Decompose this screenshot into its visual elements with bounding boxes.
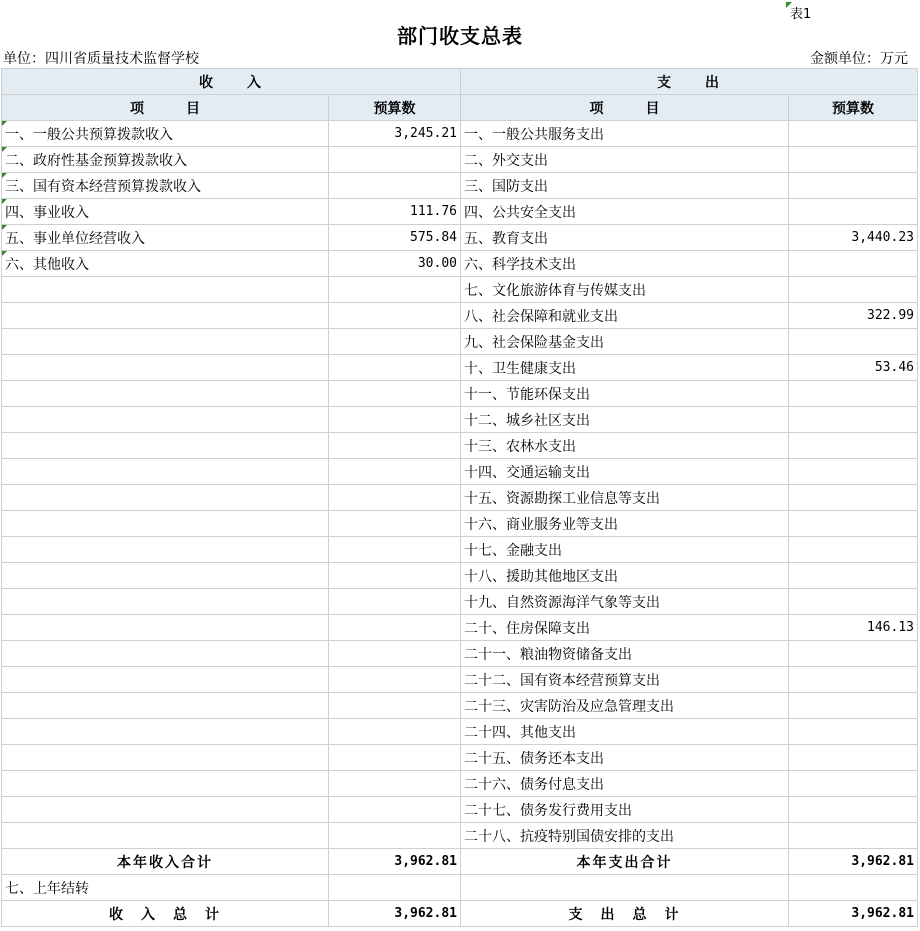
expense-budget-cell[interactable] xyxy=(789,433,918,459)
expense-section-header: 支 出 xyxy=(461,69,918,95)
expense-item-cell[interactable]: 二十七、债务发行费用支出 xyxy=(461,797,789,823)
income-budget-cell[interactable] xyxy=(329,537,461,563)
income-budget-cell[interactable] xyxy=(329,667,461,693)
section-header-row xyxy=(2,69,918,95)
table-row xyxy=(2,251,918,277)
income-budget-cell[interactable] xyxy=(329,277,461,303)
income-item-cell[interactable] xyxy=(2,693,329,719)
expense-item-cell[interactable]: 五、教育支出 xyxy=(461,225,789,251)
expense-item-cell[interactable]: 二十五、债务还本支出 xyxy=(461,745,789,771)
expense-budget-cell[interactable] xyxy=(789,121,918,147)
income-item-cell[interactable] xyxy=(2,771,329,797)
income-budget-cell[interactable] xyxy=(329,719,461,745)
expense-year-total-value[interactable]: 3,962.81 xyxy=(789,849,918,875)
expense-item-cell[interactable]: 十七、金融支出 xyxy=(461,537,789,563)
grand-total-row xyxy=(2,901,918,927)
expense-item-cell[interactable]: 七、文化旅游体育与传媒支出 xyxy=(461,277,789,303)
table-row xyxy=(2,745,918,771)
page-title: 部门收支总表 xyxy=(397,24,523,48)
income-budget-cell[interactable] xyxy=(329,823,461,849)
carryover-expense-item[interactable] xyxy=(461,875,789,901)
sheet-label-text: 表1 xyxy=(790,7,812,22)
expense-item-cell[interactable]: 二十六、债务付息支出 xyxy=(461,771,789,797)
income-budget-cell[interactable] xyxy=(329,407,461,433)
table-row xyxy=(2,381,918,407)
expense-item-cell[interactable]: 三、国防支出 xyxy=(461,173,789,199)
income-budget-cell[interactable] xyxy=(329,771,461,797)
expense-budget-cell[interactable] xyxy=(789,173,918,199)
table-row xyxy=(2,641,918,667)
expense-budget-cell[interactable] xyxy=(789,537,918,563)
income-year-total-label[interactable]: 本年收入合计 xyxy=(2,849,329,875)
table-row xyxy=(2,485,918,511)
expense-item-header: 项 目 xyxy=(461,95,789,121)
income-item-cell[interactable] xyxy=(2,459,329,485)
table-row xyxy=(2,433,918,459)
income-item-cell[interactable] xyxy=(2,641,329,667)
expense-budget-cell[interactable] xyxy=(789,407,918,433)
income-item-cell[interactable] xyxy=(2,511,329,537)
income-budget-cell[interactable] xyxy=(329,797,461,823)
expense-grand-total-label[interactable]: 支 出 总 计 xyxy=(461,901,789,927)
income-item-cell[interactable] xyxy=(2,667,329,693)
expense-budget-cell[interactable]: 146.13 xyxy=(789,615,918,641)
income-budget-cell[interactable] xyxy=(329,615,461,641)
expense-budget-header: 预算数 xyxy=(789,95,918,121)
expense-item-cell[interactable]: 十、卫生健康支出 xyxy=(461,355,789,381)
table-row xyxy=(2,823,918,849)
table-row xyxy=(2,303,918,329)
income-item-cell[interactable] xyxy=(2,277,329,303)
expense-item-cell[interactable]: 九、社会保险基金支出 xyxy=(461,329,789,355)
income-item-cell[interactable] xyxy=(2,537,329,563)
table-row xyxy=(2,589,918,615)
table-row xyxy=(2,719,918,745)
income-budget-cell[interactable] xyxy=(329,329,461,355)
income-item-cell[interactable]: 三、国有资本经营预算拨款收入 xyxy=(2,173,329,199)
income-budget-cell[interactable]: 30.00 xyxy=(329,251,461,277)
expense-item-cell[interactable]: 十五、资源勘探工业信息等支出 xyxy=(461,485,789,511)
table-row xyxy=(2,147,918,173)
expense-item-cell[interactable]: 四、公共安全支出 xyxy=(461,199,789,225)
income-budget-cell[interactable] xyxy=(329,641,461,667)
table-row xyxy=(2,329,918,355)
expense-budget-cell[interactable]: 322.99 xyxy=(789,303,918,329)
expense-budget-cell[interactable] xyxy=(789,693,918,719)
income-item-cell[interactable]: 二、政府性基金预算拨款收入 xyxy=(2,147,329,173)
income-budget-cell[interactable] xyxy=(329,433,461,459)
income-item-cell[interactable] xyxy=(2,303,329,329)
table-row xyxy=(2,511,918,537)
income-budget-cell[interactable] xyxy=(329,381,461,407)
expense-budget-cell[interactable] xyxy=(789,459,918,485)
table-row xyxy=(2,199,918,225)
income-item-cell[interactable]: 四、事业收入 xyxy=(2,199,329,225)
expense-budget-cell[interactable] xyxy=(789,667,918,693)
income-budget-cell[interactable] xyxy=(329,511,461,537)
expense-item-cell[interactable]: 十八、援助其他地区支出 xyxy=(461,563,789,589)
income-item-cell[interactable] xyxy=(2,485,329,511)
expense-year-total-label[interactable]: 本年支出合计 xyxy=(461,849,789,875)
expense-item-cell[interactable]: 十一、节能环保支出 xyxy=(461,381,789,407)
expense-budget-cell[interactable] xyxy=(789,719,918,745)
expense-budget-cell[interactable] xyxy=(789,485,918,511)
expense-budget-cell[interactable] xyxy=(789,563,918,589)
table-row xyxy=(2,355,918,381)
income-item-cell[interactable] xyxy=(2,329,329,355)
expense-budget-cell[interactable] xyxy=(789,199,918,225)
table-row xyxy=(2,121,918,147)
currency-unit-label: 金额单位：万元 xyxy=(810,51,908,67)
income-item-cell[interactable]: 六、其他收入 xyxy=(2,251,329,277)
expense-item-cell[interactable]: 二十四、其他支出 xyxy=(461,719,789,745)
income-budget-cell[interactable] xyxy=(329,459,461,485)
income-budget-cell[interactable]: 3,245.21 xyxy=(329,121,461,147)
income-item-cell[interactable] xyxy=(2,381,329,407)
expense-item-cell[interactable]: 十二、城乡社区支出 xyxy=(461,407,789,433)
expense-budget-cell[interactable]: 53.46 xyxy=(789,355,918,381)
income-item-cell[interactable] xyxy=(2,823,329,849)
table-row xyxy=(2,771,918,797)
year-total-row xyxy=(2,849,918,875)
income-item-cell[interactable] xyxy=(2,407,329,433)
expense-item-cell[interactable]: 十九、自然资源海洋气象等支出 xyxy=(461,589,789,615)
carryover-expense-value[interactable] xyxy=(789,875,918,901)
income-grand-total-label[interactable]: 收 入 总 计 xyxy=(2,901,329,927)
expense-item-cell[interactable]: 二、外交支出 xyxy=(461,147,789,173)
table-row xyxy=(2,277,918,303)
expense-item-cell[interactable]: 十四、交通运输支出 xyxy=(461,459,789,485)
income-budget-cell[interactable] xyxy=(329,485,461,511)
expense-budget-cell[interactable]: 3,440.23 xyxy=(789,225,918,251)
income-item-cell[interactable] xyxy=(2,615,329,641)
income-grand-total-value[interactable]: 3,962.81 xyxy=(329,901,461,927)
expense-item-cell[interactable]: 二十三、灾害防治及应急管理支出 xyxy=(461,693,789,719)
expense-grand-total-value[interactable]: 3,962.81 xyxy=(789,901,918,927)
table-row xyxy=(2,225,918,251)
carryover-row xyxy=(2,875,918,901)
income-year-total-value[interactable]: 3,962.81 xyxy=(329,849,461,875)
income-item-cell[interactable] xyxy=(2,745,329,771)
expense-item-cell[interactable]: 十六、商业服务业等支出 xyxy=(461,511,789,537)
table-row xyxy=(2,173,918,199)
expense-item-cell[interactable]: 八、社会保障和就业支出 xyxy=(461,303,789,329)
income-budget-cell[interactable] xyxy=(329,355,461,381)
income-budget-header: 预算数 xyxy=(329,95,461,121)
expense-budget-cell[interactable] xyxy=(789,147,918,173)
expense-item-cell[interactable]: 二十一、粮油物资储备支出 xyxy=(461,641,789,667)
expense-item-cell[interactable]: 六、科学技术支出 xyxy=(461,251,789,277)
table-row xyxy=(2,459,918,485)
income-budget-cell[interactable]: 575.84 xyxy=(329,225,461,251)
income-item-cell[interactable]: 一、一般公共预算拨款收入 xyxy=(2,121,329,147)
income-item-cell[interactable] xyxy=(2,433,329,459)
expense-budget-cell[interactable] xyxy=(789,589,918,615)
income-budget-cell[interactable]: 111.76 xyxy=(329,199,461,225)
table-row xyxy=(2,563,918,589)
income-budget-cell[interactable] xyxy=(329,745,461,771)
income-section-header: 收 入 xyxy=(2,69,461,95)
expense-budget-cell[interactable] xyxy=(789,329,918,355)
income-item-cell[interactable] xyxy=(2,563,329,589)
carryover-label[interactable]: 七、上年结转 xyxy=(2,875,329,901)
income-budget-cell[interactable] xyxy=(329,147,461,173)
income-budget-cell[interactable] xyxy=(329,173,461,199)
table-row xyxy=(2,615,918,641)
expense-item-cell[interactable]: 二十八、抗疫特别国债安排的支出 xyxy=(461,823,789,849)
column-header-row xyxy=(2,95,918,121)
income-budget-cell[interactable] xyxy=(329,563,461,589)
income-item-header: 项 目 xyxy=(2,95,329,121)
carryover-value[interactable] xyxy=(329,875,461,901)
table-row xyxy=(2,667,918,693)
expense-item-cell[interactable]: 二十、住房保障支出 xyxy=(461,615,789,641)
expense-budget-cell[interactable] xyxy=(789,745,918,771)
budget-summary-table xyxy=(1,68,918,927)
unit-label: 单位：四川省质量技术监督学校 xyxy=(3,51,199,67)
expense-budget-cell[interactable] xyxy=(789,823,918,849)
expense-item-cell[interactable]: 一、一般公共服务支出 xyxy=(461,121,789,147)
income-budget-cell[interactable] xyxy=(329,303,461,329)
income-item-cell[interactable]: 五、事业单位经营收入 xyxy=(2,225,329,251)
expense-budget-cell[interactable] xyxy=(789,511,918,537)
expense-budget-cell[interactable] xyxy=(789,251,918,277)
expense-budget-cell[interactable] xyxy=(789,381,918,407)
expense-budget-cell[interactable] xyxy=(789,641,918,667)
expense-budget-cell[interactable] xyxy=(789,771,918,797)
expense-budget-cell[interactable] xyxy=(789,797,918,823)
expense-budget-cell[interactable] xyxy=(789,277,918,303)
expense-item-cell[interactable]: 二十二、国有资本经营预算支出 xyxy=(461,667,789,693)
income-item-cell[interactable] xyxy=(2,797,329,823)
table-row xyxy=(2,693,918,719)
table-row xyxy=(2,537,918,563)
income-budget-cell[interactable] xyxy=(329,589,461,615)
table-row xyxy=(2,407,918,433)
table-row xyxy=(2,797,918,823)
income-item-cell[interactable] xyxy=(2,719,329,745)
income-budget-cell[interactable] xyxy=(329,693,461,719)
income-item-cell[interactable] xyxy=(2,355,329,381)
income-item-cell[interactable] xyxy=(2,589,329,615)
expense-item-cell[interactable]: 十三、农林水支出 xyxy=(461,433,789,459)
comment-marker-icon xyxy=(786,2,792,8)
